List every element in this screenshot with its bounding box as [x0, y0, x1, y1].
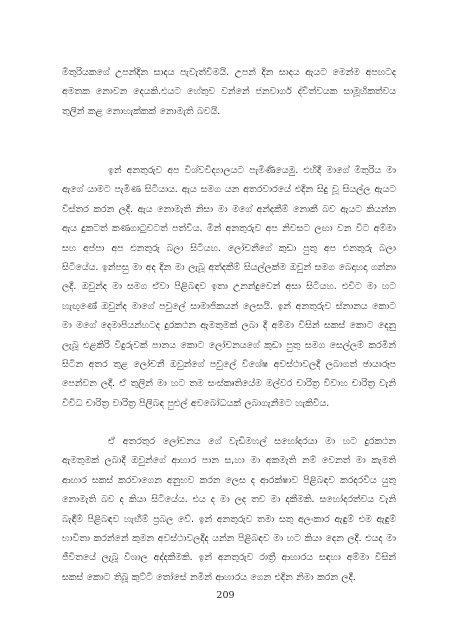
paragraph-1: මිතුරියකගේ උපන්දින සාදය පැවැත්විමයි. උපන් දින සාදය ඇයට මෙන්ම අපහටද අමතක නොවන දෙයකි.එයට හේතුව වන්නේ ජනවාර්ග ද්විත්වයක සාමූහිකත්වය තුලින් කළ නොහැක්කක් නොමැති බවයි. [62, 67, 396, 117]
paragraph-3: ඒ අතරතුර ලෝචනය ගේ වැඩිමහල් සහෝදරයා මා හට දුරකථන ඇමතුමක් ලබාදී ඔවුන්ගේ ආහාර පාන ස,හා මා අකමැති නම් වෙනත් මා කැමති ආහාර සකස් කරවාගෙන අනුභව කරන ලෙස ද ආරක්ෂාව පිළිබඳව කරදරවීය යුතු නොමැති බව ද කියා සිටියේය. එය ද මා ලද තව මා දකීමකි. සහෝදරත්වය වැනි බැඳීම් පිළිබඳව හැඟීම් ප්‍රබල වේ. ඉන් අනතුරුව තමා සතු අලංකාර ඇඳුම් එම ඇඳුම් භාවිතා කරන්නේ කුමන අවස්ථාවලදීද යන්න පිළිබඳව මා හට කියා දෙන ලදී. එයද මා ජීවිතයේ ලැබූ විශාල අද්දකීමකි. ඉන් අනතුරුව රාත්‍රී ආහාරය සඳහා අම්මා විසින් සකස් කොට තිබූ කුට්ටි තෝසේ නමින් ආහාරය ගෙන එදින නිමා කරන ලදී. [62, 436, 396, 583]
page-number: 209 [216, 590, 235, 601]
paragraph-2: ඉන් අනතුරුව අප විශ්වවිද්‍යාලයට පැමිණියෙමු. එහිදී මාගේ මිතුරිය මා ඇගේ යාමට පැමිණ සිටියාය. ඇය සමග යන අතරවාරයේ එදින සිදු වූ සියල්ල ඇයට විස්තර කරන ලදී. ඇය නොමැති නිසා මා මගේ අන්දකීම් නොකී බව ඇයට කියන්න ඇය දුකටත් කණගාටුවටත් පත්විය. මින් අනතුරුව අප නිවසට ලඟා වන විට අම්මා සහ අප්පා අප එනතුරු බලා සිටියහ. ලෝචනීගේ කුඩා පුතු අප එනතුරු බලා සිටියේය. ඉන්පසු මා අද දින මා ලැබූ අත්දකීම් සියල්ලක්ම ඔවුන් සමග බෙදාහදා ගන්නා ලදී. ඔවුන්ද මා සමග ඒවා පිළිබඳව ඉතා උනන්දුවෙන් අසා සිටියහ. එවිට මා හට හැඟුණේ ඔවුන්ද මාගේ පවුලේ සාමාජිකයන් ලෙසයි. ඉන් අනතුරුව ස්නානය කොට මා මගේ දෙමාපියන්හටද දුරකථන ඇමතුමක් ලබා දී අම්මා විසින් සකස් කොට දෙනු ලැබූ එළකිරි විදුරුවක් පානය කොට ලෝචනයගේ කුඩා පුතු සමග සෙල්ලම් කරමින් සිටින අතර තුළ ලෝචනී ඔවුන්ගේ පවුලේ විශේෂ අවස්ථාවලදී ලබාගත් ඡායාරූප පෙන්වන ලදී. ඒ තුලින් මා හට තම සංස්කෘතියේම මල්වර චාරිත්‍ර විවාහ චාරිත්‍ර වැනි විවිධ චාරිත්‍ර වාරිත්‍ර පිලිබඳ පුළුල් අවබෝධයක් ලබාගැනීමට හැකිවිය. [62, 165, 396, 409]
